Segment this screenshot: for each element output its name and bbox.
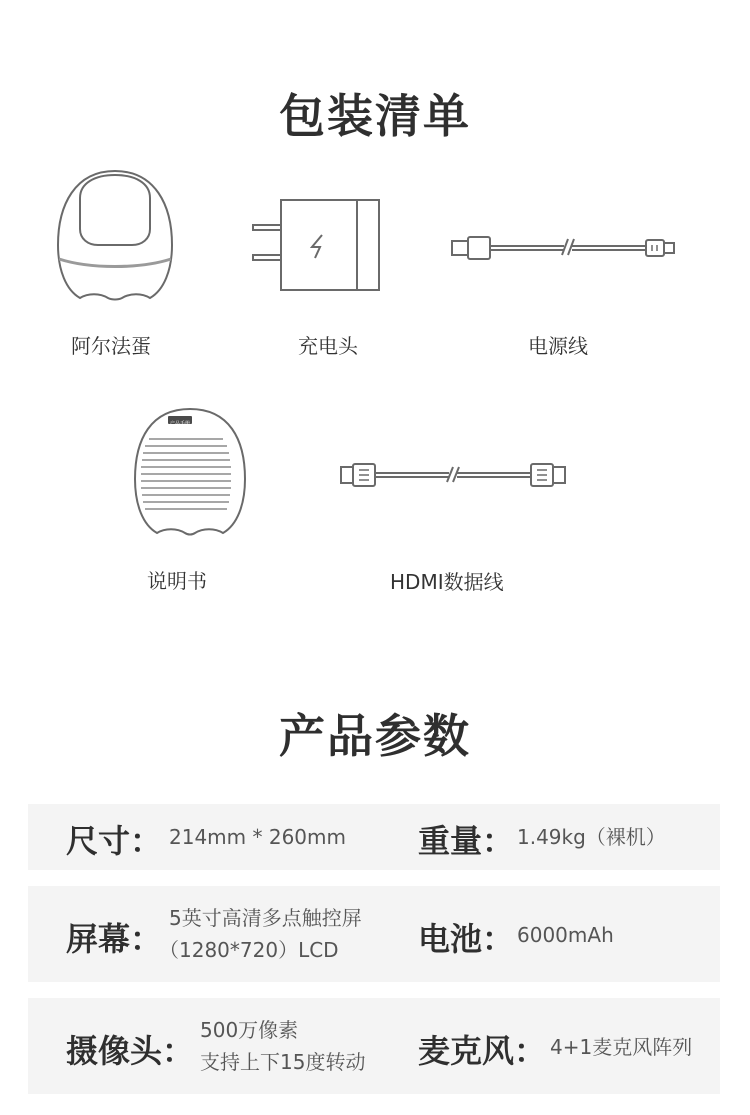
spec-microphone [388,998,720,1094]
package-item-charger [245,195,395,365]
spec-val-camera-line1: 500万像素 [200,1018,299,1042]
spec-key-size: 尺寸： [66,822,163,860]
spec-val-battery-line1: 6000mAh [517,923,614,947]
hdmi-cable-label: HDMI数据线 [390,570,504,594]
spec-val-size-line1: 214mm * 260mm [169,825,346,849]
spec-row-camera-mic [28,998,720,1094]
spec-weight [388,804,720,870]
specs-title: 产品参数 [279,709,471,763]
package-list-title: 包装清单 [279,89,471,143]
spec-val-microphone-line1: 4+1麦克风阵列 [550,1035,693,1059]
spec-battery [388,886,720,982]
spec-size [28,804,388,870]
spec-row-size-weight [28,804,720,870]
charger-icon [245,195,385,295]
spec-screen [28,886,388,982]
spec-camera [28,998,388,1094]
spec-val-camera-line2: 支持上下15度转动 [200,1050,366,1074]
hdmi-cable-icon [337,458,569,494]
spec-val-weight-line1: 1.49kg（裸机） [517,825,666,849]
spec-val-screen-line2: （1280*720）LCD [159,938,339,962]
spec-val-screen-line1: 5英寸高清多点触控屏 [169,906,362,930]
package-item-manual [125,405,255,595]
manual-cover-text: 产品手册 [169,421,190,427]
robot-egg-icon [50,165,180,315]
spec-key-battery: 电池： [418,920,515,958]
spec-key-camera: 摄像头： [66,1032,195,1070]
charger-label: 充电头 [298,334,358,358]
power-cable-icon [448,225,680,269]
package-item-hdmi-cable [337,458,577,598]
power-cable-label: 电源线 [528,334,588,358]
spec-key-screen: 屏幕： [66,920,163,958]
package-item-robot [50,165,180,365]
manual-label: 说明书 [147,569,207,593]
package-item-power-cable [448,225,688,365]
spec-row-screen-battery [28,886,720,982]
spec-key-weight: 重量： [418,822,515,860]
spec-key-microphone: 麦克风： [418,1032,547,1070]
robot-label: 阿尔法蛋 [71,334,151,358]
